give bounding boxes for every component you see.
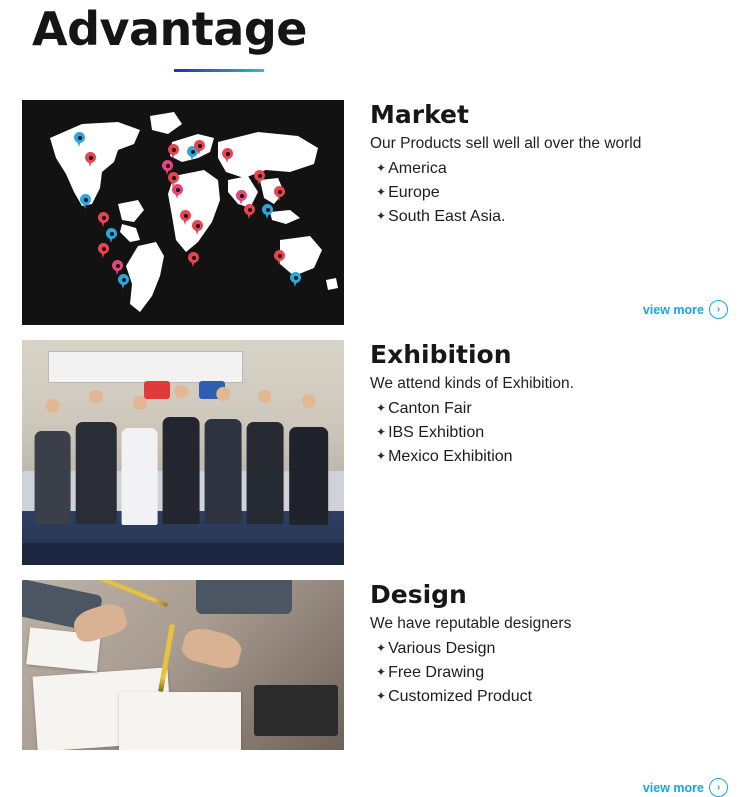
bullet-diamond-icon: ✦: [376, 209, 387, 223]
sleeve-right: [196, 580, 293, 614]
page-header: [0, 0, 750, 88]
list-item-label: South East Asia.: [388, 208, 506, 225]
map-pin-icon: [236, 190, 247, 205]
tablet-device: [254, 685, 338, 736]
list-item-label: Europe: [388, 184, 440, 201]
market-heading: Market: [370, 100, 469, 129]
bullet-diamond-icon: ✦: [376, 161, 387, 175]
section-design: [0, 580, 750, 750]
design-text-block: [370, 580, 735, 709]
market-text-block: [370, 100, 735, 229]
market-image: [22, 100, 344, 325]
view-more-label: view more: [642, 780, 704, 795]
page-title: Advantage: [32, 2, 307, 56]
booth-banner: [48, 351, 243, 382]
list-item-label: Mexico Exhibition: [388, 448, 513, 465]
map-pin-icon: [85, 152, 96, 167]
list-item: [376, 661, 735, 685]
view-more-exhibition-link[interactable]: [643, 778, 728, 797]
map-pin-icon: [274, 186, 285, 201]
design-photo-graphic: [22, 580, 344, 750]
person-1: [32, 399, 74, 525]
map-pin-icon: [106, 228, 117, 243]
map-pin-icon: [290, 272, 301, 287]
map-pin-icon: [188, 252, 199, 267]
bullet-diamond-icon: ✦: [376, 449, 387, 463]
list-item: [376, 397, 735, 421]
person-6: [244, 390, 286, 525]
bullet-diamond-icon: ✦: [376, 185, 387, 199]
title-underline-rule: [174, 69, 264, 72]
map-pin-icon: [112, 260, 123, 275]
list-item: [376, 685, 735, 709]
map-pin-icon: [244, 204, 255, 219]
person-7: [286, 394, 331, 525]
map-pin-icon: [172, 184, 183, 199]
view-more-label: view more: [642, 302, 704, 317]
map-pin-icon: [274, 250, 285, 265]
list-item: [376, 205, 735, 229]
list-item: [376, 637, 735, 661]
map-pin-icon: [222, 148, 233, 163]
map-pin-icon: [262, 204, 273, 219]
map-pin-icon: [98, 243, 109, 258]
list-item: [376, 157, 735, 181]
list-item-label: IBS Exhibtion: [388, 424, 485, 441]
bullet-diamond-icon: ✦: [376, 665, 387, 679]
market-bullet-list: [370, 157, 735, 229]
paper-sheet-2: [119, 692, 241, 750]
map-pin-icon: [74, 132, 85, 147]
person-5: [202, 387, 244, 524]
chevron-right-icon: ›: [709, 778, 728, 797]
map-pin-icon: [80, 194, 91, 209]
design-heading: Design: [370, 580, 467, 609]
map-pin-icon: [168, 144, 179, 159]
exhibition-heading: Exhibition: [370, 340, 512, 369]
exhibition-text-block: [370, 340, 735, 469]
design-subtitle: We have reputable designers: [370, 615, 572, 632]
list-item-label: Free Drawing: [388, 664, 485, 681]
view-more-market-link[interactable]: [643, 300, 728, 319]
section-market: [0, 100, 750, 330]
person-3: [119, 396, 161, 524]
map-pin-icon: [98, 212, 109, 227]
chevron-right-icon: ›: [709, 300, 728, 319]
bullet-diamond-icon: ✦: [376, 641, 387, 655]
map-pin-icon: [192, 220, 203, 235]
exhibition-image: [22, 340, 344, 565]
design-image: [22, 580, 344, 750]
map-pin-icon: [254, 170, 265, 185]
bullet-diamond-icon: ✦: [376, 689, 387, 703]
bullet-diamond-icon: ✦: [376, 425, 387, 439]
list-item-label: Various Design: [388, 640, 496, 657]
world-map-graphic: [22, 100, 344, 325]
list-item-label: America: [388, 160, 447, 177]
map-pin-icon: [118, 274, 129, 289]
bullet-diamond-icon: ✦: [376, 401, 387, 415]
list-item-label: Customized Product: [388, 688, 533, 705]
exhibition-photo-graphic: [22, 340, 344, 565]
booth-carpet: [22, 543, 344, 566]
list-item: [376, 445, 735, 469]
list-item: [376, 421, 735, 445]
list-item: [376, 181, 735, 205]
map-pin-icon: [194, 140, 205, 155]
exhibition-subtitle: We attend kinds of Exhibition.: [370, 375, 574, 392]
person-2: [74, 390, 119, 525]
design-bullet-list: [370, 637, 735, 709]
market-subtitle: Our Products sell well all over the world: [370, 135, 642, 152]
person-4: [160, 385, 202, 525]
exhibition-bullet-list: [370, 397, 735, 469]
map-pin-icon: [180, 210, 191, 225]
list-item-label: Canton Fair: [388, 400, 472, 417]
